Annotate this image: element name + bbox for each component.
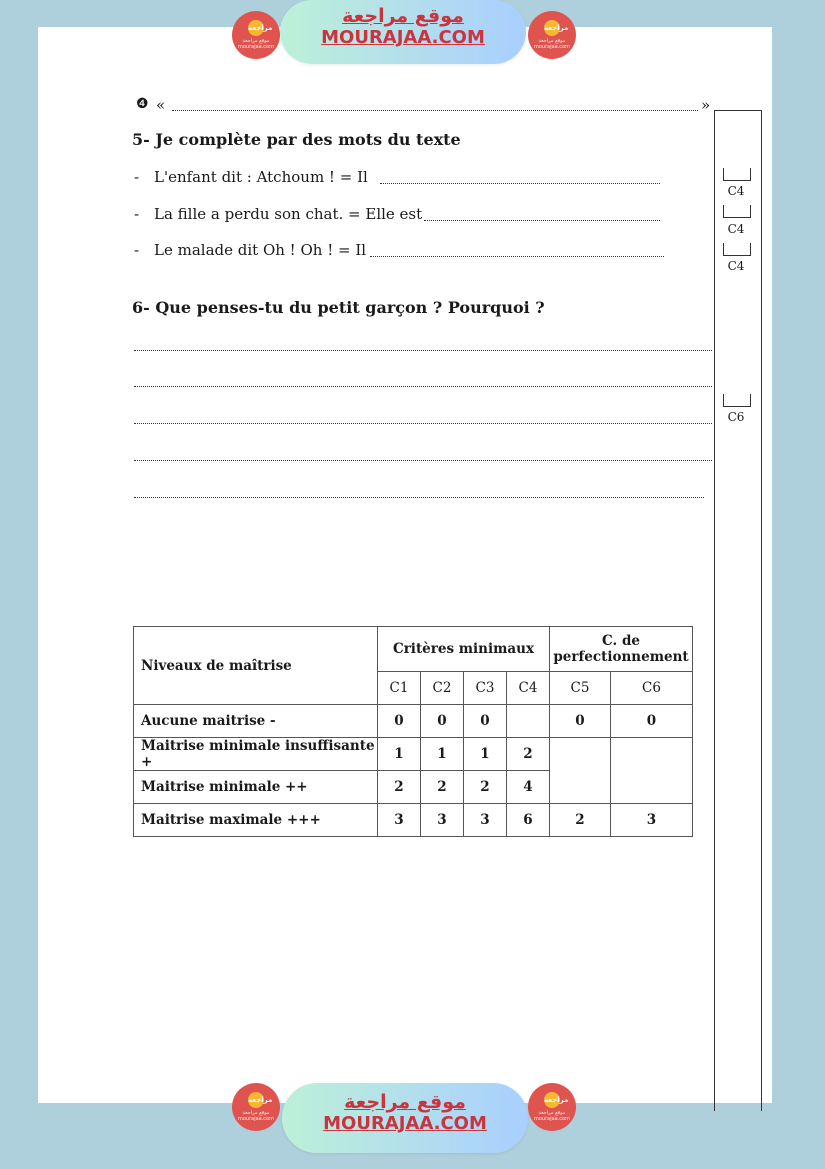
logo-mark: مراجعة [248, 20, 264, 36]
table-row-label: Maitrise maximale +++ [134, 804, 378, 837]
table-cell: 3 [421, 804, 464, 837]
table-row-label: Aucune maitrise - [134, 705, 378, 738]
logo-caption: موقع مراجعة mourajaa.com [237, 1110, 274, 1122]
answer-line[interactable] [134, 386, 712, 387]
table-cell: 0 [464, 705, 507, 738]
table-col-header: C6 [611, 672, 693, 705]
table-cell-merged [611, 738, 693, 804]
table-cell [507, 705, 550, 738]
table-col-header: C5 [550, 672, 611, 705]
logo-mark: مراجعة [248, 1092, 264, 1108]
answer-line[interactable] [134, 460, 712, 461]
site-banner-top[interactable] [280, 0, 526, 64]
table-col-header: C3 [464, 672, 507, 705]
item4-open-quote: « [156, 96, 166, 114]
table-cell: 0 [550, 705, 611, 738]
answer-line[interactable] [134, 350, 712, 351]
banner-latin[interactable]: MOURAJAA.COM [321, 27, 485, 48]
logo-badge-left-bottom [232, 1083, 280, 1131]
table-cell: 3 [611, 804, 693, 837]
section5-dash-1: - [134, 168, 140, 186]
logo-badge-right-top [528, 11, 576, 59]
section5-dash-3: - [134, 241, 140, 259]
section5-title: 5- Je complète par des mots du texte [132, 130, 461, 149]
section5-answer-1 [380, 183, 660, 184]
score-box[interactable] [723, 243, 751, 256]
table-cell: 1 [421, 738, 464, 771]
logo-mark: مراجعة [544, 20, 560, 36]
score-box[interactable] [723, 168, 751, 181]
table-cell: 2 [507, 738, 550, 771]
section5-answer-3 [370, 256, 664, 257]
table-header-levels: Niveaux de maîtrise [134, 627, 378, 705]
table-col-header: C1 [378, 672, 421, 705]
table-cell: 2 [550, 804, 611, 837]
item4-marker: ❹ [136, 96, 149, 112]
criterion-code: C6 [727, 410, 745, 424]
table-cell-merged [550, 738, 611, 804]
answer-line[interactable] [134, 497, 704, 498]
score-box[interactable] [723, 205, 751, 218]
table-cell: 1 [378, 738, 421, 771]
table-cell: 2 [421, 771, 464, 804]
logo-badge-left-top [232, 11, 280, 59]
section5-answer-2 [424, 220, 660, 221]
mastery-table [133, 626, 693, 837]
criterion-code: C4 [727, 184, 745, 198]
banner-arabic[interactable]: موقع مراجعة [344, 1091, 466, 1113]
site-banner-bottom[interactable] [282, 1083, 528, 1153]
table-col-header: C2 [421, 672, 464, 705]
table-row-label: Maitrise minimale ++ [134, 771, 378, 804]
logo-badge-right-bottom [528, 1083, 576, 1131]
criterion-code: C4 [727, 222, 745, 236]
logo-caption: موقع مراجعة mourajaa.com [533, 1110, 570, 1122]
item4-answer-line [172, 110, 698, 111]
table-cell: 3 [464, 804, 507, 837]
table-row-label: Maitrise minimale insuffisante + [134, 738, 378, 771]
exam-sheet [38, 27, 772, 1103]
logo-mark: مراجعة [544, 1092, 560, 1108]
section5-line-2: La fille a perdu son chat. = Elle est [154, 205, 423, 223]
section5-line-3: Le malade dit Oh ! Oh ! = Il [154, 241, 367, 259]
table-cell: 0 [421, 705, 464, 738]
table-header-minimal: Critères minimaux [378, 627, 550, 672]
score-box[interactable] [723, 394, 751, 407]
table-cell: 6 [507, 804, 550, 837]
section5-dash-2: - [134, 205, 140, 223]
table-cell: 2 [464, 771, 507, 804]
banner-arabic[interactable]: موقع مراجعة [342, 5, 464, 27]
table-cell: 4 [507, 771, 550, 804]
table-cell: 3 [378, 804, 421, 837]
section6-title: 6- Que penses-tu du petit garçon ? Pourquoi ? [132, 298, 545, 317]
table-cell: 1 [464, 738, 507, 771]
table-header-perfection: C. de perfectionnement [550, 627, 693, 672]
logo-caption: موقع مراجعة mourajaa.com [237, 38, 274, 50]
item4-close-quote: » [701, 96, 711, 114]
table-cell: 0 [378, 705, 421, 738]
banner-latin[interactable]: MOURAJAA.COM [323, 1113, 487, 1134]
criterion-code: C4 [727, 259, 745, 273]
table-cell: 2 [378, 771, 421, 804]
section5-line-1: L'enfant dit : Atchoum ! = Il [154, 168, 368, 186]
logo-caption: موقع مراجعة mourajaa.com [533, 38, 570, 50]
table-col-header: C4 [507, 672, 550, 705]
answer-line[interactable] [134, 423, 712, 424]
table-cell: 0 [611, 705, 693, 738]
